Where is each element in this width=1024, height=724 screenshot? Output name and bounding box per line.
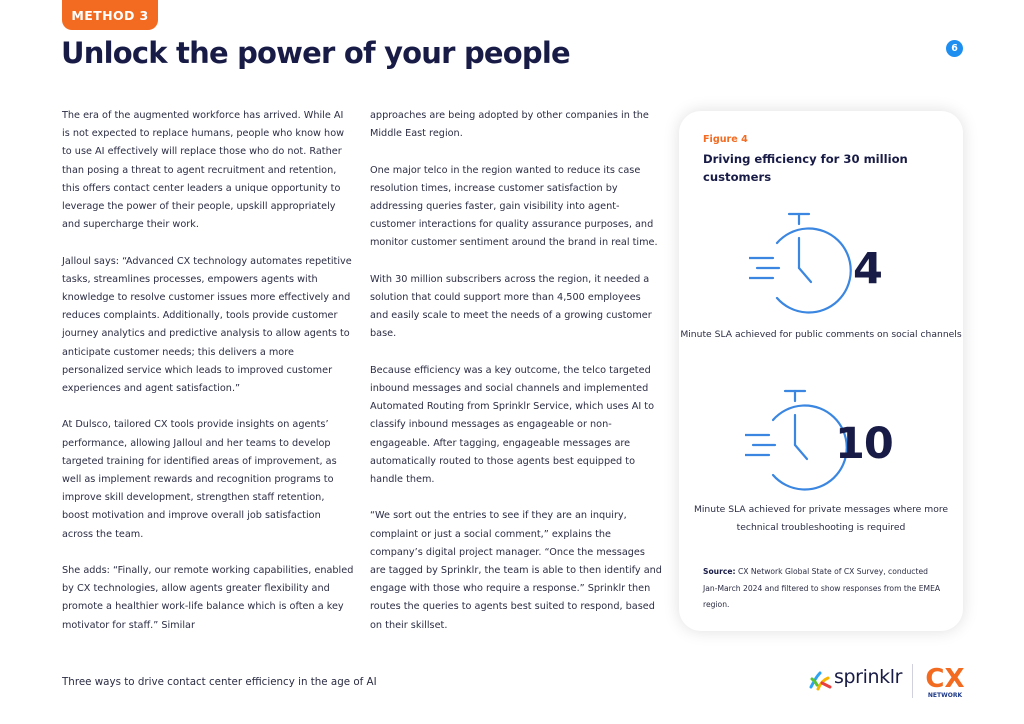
stat-value-4: 4 <box>853 244 882 294</box>
paragraph: Because efficiency was a key outcome, the telco targeted inbound messages and social channels and implemented Automated Routing from Sprinklr Service, which uses AI to classify inbound messages as engageable or non-engageable. After tagging, engageable messages are automatically routed to those agents best equipped to handle them. <box>370 364 654 486</box>
stat-description: Minute SLA achieved for private messages where more technical troubleshooting is required <box>693 504 949 533</box>
source-label: Source: <box>703 567 736 576</box>
cx-network-logo <box>922 660 968 700</box>
paragraph: One major telco in the region wanted to reduce its case resolution times, increase customer satisfaction by addressing queries faster, gain visibility into agent-customer interactions for quality assurance purposes, and monitor customer sentiment around the brand in real time. <box>370 164 658 249</box>
paragraph: At Dulsco, tailored CX tools provide insights on agents’ performance, allowing Jalloul and her teams to develop targeted training for identified areas of improvement, as well as implement rewards and recognition programs to improve skill development, strengthen staff retention, boost motivation and improve overall job satisfaction across the team. <box>62 419 337 540</box>
sprinklr-logo-icon <box>808 669 832 691</box>
cx-logo-mark: CX <box>925 664 965 694</box>
cx-logo-subtext: NETWORK <box>927 692 963 699</box>
stopwatch-icon <box>745 387 849 497</box>
paragraph: With 30 million subscribers across the region, it needed a solution that could support more than 4,500 employees and easily scale to meet the needs of a growing customer base. <box>370 273 652 340</box>
stat-value-10: 10 <box>835 419 893 469</box>
source-text: CX Network Global State of CX Survey, conducted Jan-March 2024 and filtered to show responses from the EMEA region. <box>703 567 941 609</box>
left-text-column <box>62 107 354 653</box>
footer-logos <box>808 660 968 700</box>
paragraph: approaches are being adopted by other companies in the Middle East region. <box>370 110 649 140</box>
figure-label: Figure 4 <box>703 134 748 145</box>
paragraph: She adds: “Finally, our remote working capabilities, enabled by CX technologies, allow agents greater flexibility and promote a healthier work-life balance which is often a key motivator for staff.” Similar <box>62 565 354 631</box>
stopwatch-icon <box>749 210 853 320</box>
source-note <box>703 564 943 614</box>
paragraph: “We sort out the entries to see if they are an inquiry, complaint or just a social comment,” explains the company’s digital project manager. “Once the messages are tagged by Sprinklr, the team is able to then identify and engage with those who require a response.” Sprinklr then routes the queries to agents best suited to respond, based on their skillset. <box>370 510 662 631</box>
figure-card <box>679 111 963 631</box>
stat-description: Minute SLA achieved for public comments on social channels <box>680 329 962 340</box>
paragraph: The era of the augmented workforce has arrived. While AI is not expected to replace humans, people who know how to use AI effectively will replace those who do not. Rather than posing a threat to agent recruitment and retention, this offers contact center leaders a unique opportunity to leverage the power of their people, upskill appropriately and supercharge their work. <box>62 110 345 231</box>
right-text-column <box>370 107 662 653</box>
logo-divider <box>912 664 913 698</box>
sprinklr-wordmark: sprinklr <box>834 666 902 688</box>
page-number-badge: 6 <box>946 40 963 57</box>
figure-title: Driving efficiency for 30 million customers <box>703 152 908 184</box>
paragraph: Jalloul says: “Advanced CX technology automates repetitive tasks, streamlines processes, empowers agents with knowledge to resolve customer issues more effectively and reduces complaints. Additionally, tools provide customer journey analytics and predictive analysis to allow agents to anticipate customer needs; this delivers a more personalized service which leads to improved customer experiences and agent satisfaction.” <box>62 255 352 395</box>
page-title: Unlock the power of your people <box>61 36 570 70</box>
footer-text: Three ways to drive contact center efficiency in the age of AI <box>62 676 377 688</box>
method-tag: METHOD 3 <box>62 0 158 30</box>
